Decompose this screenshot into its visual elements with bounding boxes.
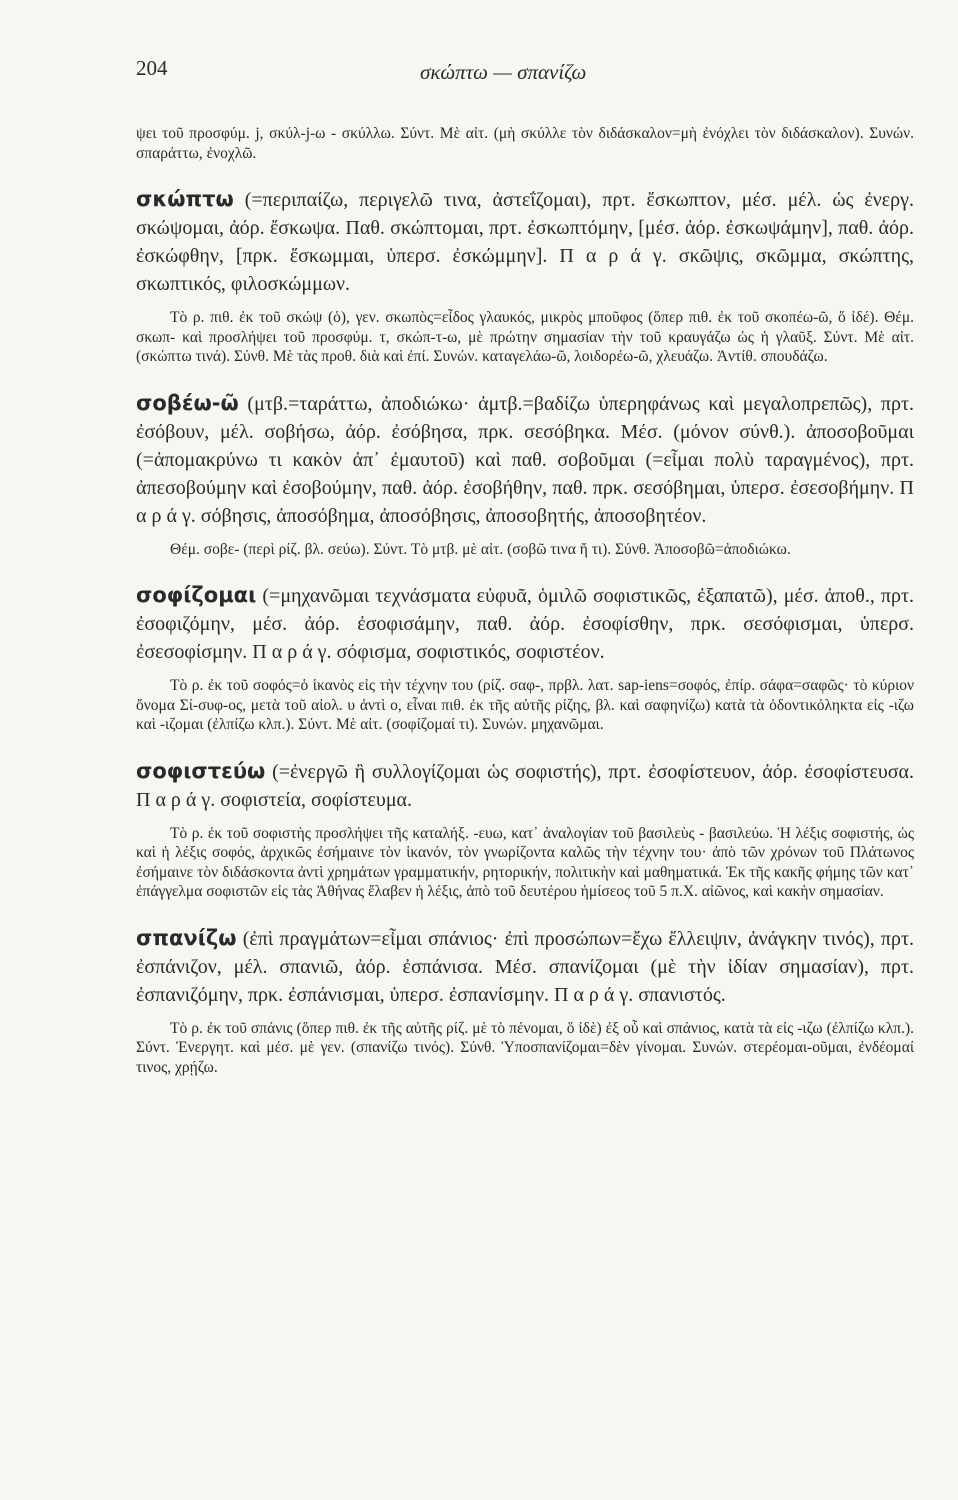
continuation-paragraph: ψει τοῦ προσφύμ. j, σκύλ-j-ω - σκύλλω. Σύντ. Μὲ αἰτ. (μὴ σκύλλε τὸν διδάσκαλον=μὴ ἐνόχλει τὸν διδάσκαλον). Συνών. σπαράττω, ἐνοχλῶ. xyxy=(136,125,914,162)
etymology-note: Θέμ. σοβε- (περὶ ρίζ. βλ. σεύω). Σύντ. Τὸ μτβ. μὲ αἰτ. (σοβῶ τινα ἤ τι). Σύνθ. Ἀποσοβῶ=ἀποδιώκω. xyxy=(170,540,791,558)
headword: σοφιστεύω xyxy=(136,758,266,783)
page-body xyxy=(136,124,914,1077)
headword: σοφίζομαι xyxy=(136,583,257,607)
headword: σοβέω-ῶ xyxy=(136,390,239,415)
running-title: σκώπτω — σπανίζω xyxy=(420,60,587,84)
entry-spanizo xyxy=(136,924,914,1009)
entry-sofisteuo xyxy=(136,757,914,814)
page-header xyxy=(0,52,958,92)
entry-skopto xyxy=(136,185,914,298)
entry-sobeo xyxy=(136,389,914,530)
etymology-note: Τὸ ρ. ἐκ τοῦ σπάνις (ὅπερ πιθ. ἐκ τῆς αὐτῆς ρίζ. μὲ τὸ πένομαι, ὅ ἰδὲ) ἐξ οὗ καὶ σπάνιος, κατὰ τὰ εἰς -ιζω (ἐλπίζω κλπ.). Σύντ. Ἐνεργητ. καὶ μέσ. μὲ γεν. (σπανίζω τινός). Σύνθ. Ὑποσπανίζομαι=δὲν γίνομαι. Συνών. στερέομαι-οῦμαι, ἐνδέομαί τινος, χρῄζω. xyxy=(136,1019,914,1076)
entry-body: (ἐπὶ πραγμάτων=εἶμαι σπάνιος· ἐπὶ προσώπων=ἔχω ἔλλειψιν, ἀνάγκην τινός), πρτ. ἐσπάνιζον, μέλ. σπανιῶ, ἀόρ. ἐσπάνισα. Μέσ. σπανίζομαι (μὲ τὴν ἰδίαν σημασίαν), πρτ. ἐσπανιζόμην, πρκ. ἐσπάνισμαι, ὑπερσ. ἐσπανίσμην. Π α ρ ά γ. σπανιστός. xyxy=(136,927,915,1006)
page-number: 204 xyxy=(136,56,168,80)
etymology-note: Τὸ ρ. ἐκ τοῦ σοφιστὴς προσλήψει τῆς καταλήξ. -ευω, κατ᾽ ἀναλογίαν τοῦ βασιλεὺς - βασιλεύω. Ἡ λέξις σοφιστής, ὡς καὶ ἡ λέξις σοφός, ἀρχικῶς ἐσήμαινε τὸν ἱκανόν, τὸν γνωρίζοντα καλῶς τὴν τέχνην του· ἀπὸ τῶν χρόνων τοῦ Πλάτωνος ἐσήμαινε τὸν διδάσκοντα ἀντὶ χρημάτων γραμματικήν, ρητορικήν, πολιτικὴν καὶ μαθηματικά. Ἐκ τῆς κακῆς φήμης τῶν κατ᾽ ἐπάγγελμα σοφιστῶν εἰς τὰς Ἀθήνας ἔλαβεν ἡ λέξις, ἀπὸ τοῦ δευτέρου ἡμίσεος τοῦ 5 π.Χ. αἰῶνος, καὶ κακὴν σημασίαν. xyxy=(136,824,914,900)
entry-body: (=περιπαίζω, περιγελῶ τινα, ἀστεΐζομαι), πρτ. ἔσκωπτον, μέσ. μέλ. ὡς ἐνεργ. σκώψομαι, ἀόρ. ἔσκωψα. Παθ. σκώπτομαι, πρτ. ἐσκωπτόμην, [μέσ. ἀόρ. ἐσκωψάμην], παθ. ἀόρ. ἐσκώφθην, [πρκ. ἔσκωμμαι, ὑπερσ. ἐσκώμμην]. Π α ρ ά γ. σκῶψις, σκῶμμα, σκώπτης, σκωπτικός, φιλοσκώμμων. xyxy=(136,189,915,295)
entry-body: (μτβ.=ταράττω, ἀποδιώκω· ἀμτβ.=βαδίζω ὑπερηφάνως καὶ μεγαλοπρεπῶς), πρτ. ἐσόβουν, μέλ. σοβήσω, ἀόρ. ἐσόβησα, πρκ. σεσόβηκα. Μέσ. (μόνον σύνθ.). ἀποσοβοῦμαι (=ἀπομακρύνω τι κακὸν ἀπ᾽ ἐμαυτοῦ) καὶ παθ. σοβοῦμαι (=εἶμαι πολὺ ταραγμένος), πρτ. ἀπεσοβούμην καὶ ἐσοβούμην, παθ. ἀόρ. ἐσοβήθην, παθ. πρκ. σεσόβημαι, ὑπερσ. ἐσεσοβήμην. Π α ρ ά γ. σόβησις, ἀποσόβημα, ἀποσόβησις, ἀποσοβητής, ἀποσοβητέον. xyxy=(136,392,914,527)
entry-body: (=μηχανῶμαι τεχνάσματα εὐφυᾶ, ὁμιλῶ σοφιστικῶς, ἐξαπατῶ), μέσ. ἀποθ., πρτ. ἐσοφιζόμην, μέσ. ἀόρ. ἐσοφισάμην, παθ. ἀόρ. ἐσοφίσθην, πρκ. σεσόφισμαι, ὑπερσ. ἐσεσοφίσμην. Π α ρ ά γ. σόφισμα, σοφιστικός, σοφιστέον. xyxy=(136,585,915,663)
etymology-note: Τὸ ρ. πιθ. ἐκ τοῦ σκώψ (ὁ), γεν. σκωπὸς=εἶδος γλαυκός, μικρὸς μποῦφος (ὅπερ πιθ. ἐκ τοῦ σκοπέω-ῶ, ὅ ἰδέ). Θέμ. σκωπ- καὶ προσλήψει τοῦ προσφύμ. τ, σκώπ-τ-ω, μὲ πρώτην σημασίαν τὴν τοῦ κραυγάζω ὡς ἡ γλαῦξ. Σύντ. Μὲ αἰτ. (σκώπτω τινά). Σύνθ. Μὲ τὰς προθ. διὰ καὶ ἐπί. Συνών. καταγελάω-ῶ, λοιδορέω-ῶ, χλευάζω. Ἀντίθ. σπουδάζω. xyxy=(136,309,914,365)
etymology-note: Τὸ ρ. ἐκ τοῦ σοφός=ὁ ἱκανὸς εἰς τὴν τέχνην του (ρίζ. σαφ-, πρβλ. λατ. sap-iens=σοφός, ἐπίρ. σάφα=σαφῶς· τὸ κύριον ὄνομα Σί-συφ-ος, μετὰ τοῦ αἰολ. υ ἀντὶ ο, εἶναι πιθ. ἐκ τῆς αὐτῆς ρίζης, βλ. καὶ σαφηνίζω) κατὰ τὰ ὀδοντικόληκτα εἰς -ιζω καὶ -ιζομαι (ἐλπίζω κλπ.). Σύντ. Μὲ αἰτ. (σοφίζομαί τι). Συνών. μηχανῶμαι. xyxy=(136,677,914,733)
headword: σπανίζω xyxy=(136,925,237,950)
entry-sofizomai xyxy=(136,581,914,666)
entry-body: (=ἐνεργῶ ἢ συλλογίζομαι ὡς σοφιστής), πρτ. ἐσοφίστευον, ἀόρ. ἐσοφίστευσα. Π α ρ ά γ. σοφιστεία, σοφίστευμα. xyxy=(136,760,915,811)
headword: σκώπτω xyxy=(136,187,234,211)
